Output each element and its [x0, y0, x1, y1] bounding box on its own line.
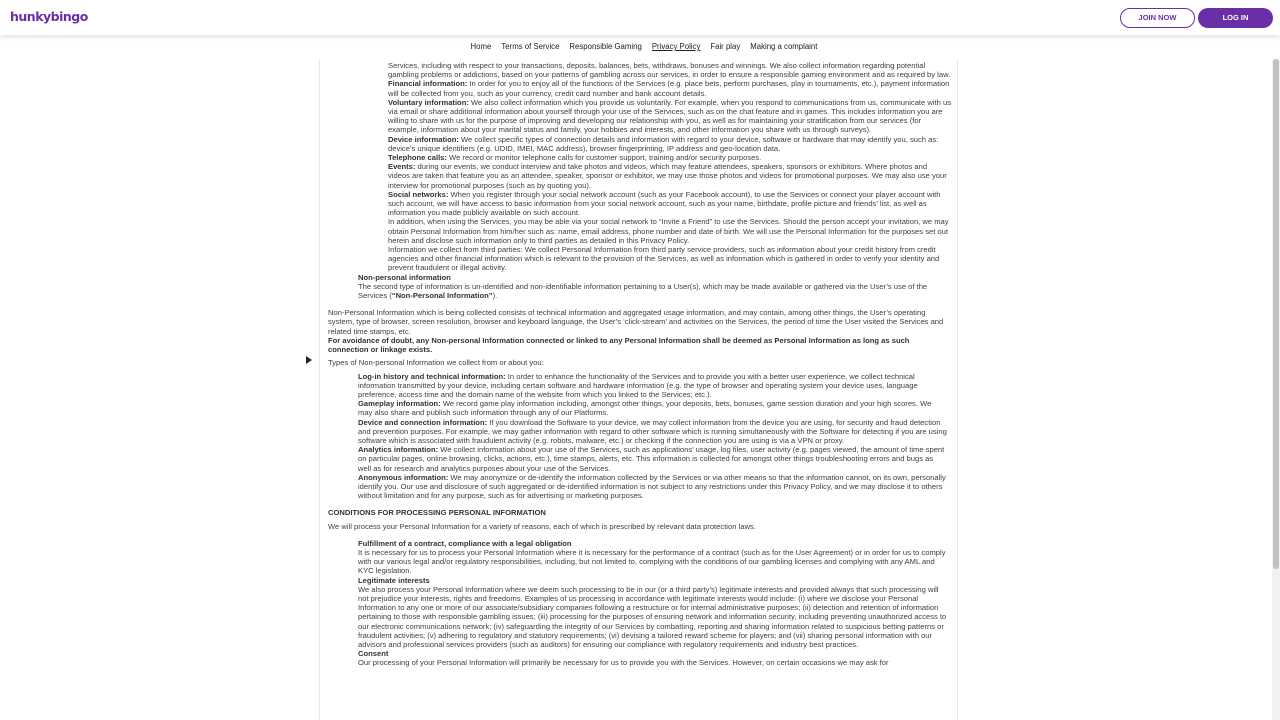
paragraph — [388, 153, 951, 162]
item-label: Analytics information: — [358, 445, 439, 455]
item-label: Gameplay information: — [358, 399, 441, 409]
nav-fair-play[interactable]: Fair play — [710, 42, 741, 51]
page-scrollbar[interactable] — [1272, 59, 1280, 720]
subsection-heading: Fulfillment of a contract, compliance with a legal obligation — [358, 538, 572, 548]
section-heading: Non-personal information — [358, 272, 451, 282]
footer-nav — [0, 35, 1280, 59]
paragraph — [358, 473, 947, 501]
item-label: Device information: — [388, 134, 459, 144]
paragraph — [388, 135, 951, 153]
item-text: The second type of information is un-identified and non-identifiable information pertaining to a User(s), which may be made available or gathered via the User’s use of the Services ( — [358, 281, 928, 301]
item-label: Telephone calls: — [388, 153, 447, 163]
section-heading: CONDITIONS FOR PROCESSING PERSONAL INFORMATION — [328, 508, 546, 518]
paragraph — [388, 98, 951, 135]
paragraph: Non-Personal Information which is being collected consists of technical information and aggregated usage information, and may contain, among other things, the User’s operating system, type of browser, screen resolution, browser and keyboard language, the User’s ‘click-stream’ and activities on the Services, the period of time the User visited the Services and related time stamps, etc. — [328, 308, 944, 336]
paragraph — [388, 162, 951, 190]
nav-terms-of-service[interactable]: Terms of Service — [501, 42, 560, 51]
paragraph — [358, 282, 947, 300]
paragraph — [358, 372, 947, 400]
item-text: In order for you to enjoy all of the functions of the Services (e.g. place bets, perform purchases, play in tournaments, etc.), payment information will be collected from you, such as your currency, credit card number and bank account details. — [388, 79, 950, 98]
item-text: When you register through your social network account (such as your Facebook account), to use the Services or connect your player account with such account, we will have access to basic information from your social network account, such as your name, birthdate, profile picture and friends’ list, as well as information you made publicly available on such account. — [388, 189, 941, 218]
paragraph — [388, 190, 951, 218]
paragraph: Our processing of your Personal Information will primarily be necessary for us to provide you with the Services. However, on certain occasions we may ask for — [358, 658, 889, 668]
item-label: Voluntary information: — [388, 97, 469, 107]
item-label: Device and connection information: — [358, 417, 488, 427]
site-header — [0, 0, 1280, 35]
item-label: Social networks: — [388, 189, 449, 199]
join-now-button[interactable]: JOIN NOW — [1120, 8, 1195, 28]
item-label: Anonymous information: — [358, 472, 449, 482]
privacy-policy-document — [320, 61, 958, 668]
brand-logo[interactable]: hunkybingo — [10, 9, 88, 24]
notice-paragraph: For avoidance of doubt, any Non-personal Information connected or linked to any Personal Information shall be deemed as Personal Information as long as such connection or linkage exists. — [328, 335, 910, 355]
scrollbar-thumb[interactable] — [1273, 59, 1279, 569]
item-text: We may anonymize or de-identify the information collected by the Services or via other means so that the information cannot, on its own, personally identify you. Our use and disclosure of such aggregated or de-identified information is not subject to any restrictions under this Privacy Policy, and we may disclose it to others without limitation and for any purpose, such as for advertising or marketing purposes. — [358, 472, 946, 501]
paragraph: In addition, when using the Services, you may be able via your social network to “Invite a Friend” to use the Services. Should the person accept your invitation, we may obtain Personal Information from him/her such as: name, email address, phone number and date of birth. We will use the Personal Information for the purposes set out herein and disclose such information only to third parties as detailed in this Privacy Policy. — [388, 217, 949, 245]
item-text: We collect information about your use of the Services, such as applications’ usage, log files, user activity (e.g. pages viewed, the amount of time spent on particular pages, online browsing, clicks, actions, etc.), time stamps, alerts, etc. This information is collected for amongst other things troubleshooting errors and bugs as well as for research and analytics purposes about your use of the Services. — [358, 445, 945, 473]
paragraph — [358, 418, 947, 446]
item-text: If you download the Software to your device, we may collect information from the device you are using, for security and fraud detection and prevention purposes. For example, we may gather information with regard to other software which is running simultaneously with the Software for detecting if you are using software which is associated with fraudulent activity (e.g. robots, malware, etc.) or checking if the connection you are using is via a VPN or proxy. — [358, 417, 947, 445]
nav-privacy-policy[interactable]: Privacy Policy — [651, 42, 701, 51]
item-text: We collect specific types of connection details and information with regard to your device, software or hardware that may identify you, such as: device’s unique identifiers (e.g. UDID, IMEI, MAC address), browser fingerprinting, IP address and geo-location data. — [388, 134, 939, 153]
paragraph — [358, 399, 947, 417]
nav-responsible-gaming[interactable]: Responsible Gaming — [569, 42, 642, 51]
item-text: We also collect information which you provide us voluntarily. For example, when you respond to communications from us, communicate with us via email or share additional information about yourself through your use of the Services, such as on the chat feature and in games. This includes information you are willing to share with us for the purpose of improving and developing our relationship with you, as well as for maintaining your stratification from our services (for example, information about your marital status and family, your hobbies and interests, and other information you share with us through surveys). — [388, 97, 951, 135]
item-label: Events: — [388, 162, 416, 172]
mouse-cursor-icon — [306, 356, 312, 364]
item-text: We record or monitor telephone calls for customer support, training and/or security purposes. — [446, 153, 762, 163]
item-text: We record game play information including, amongst other things, your deposits, bets, bonuses, game session duration and your high scores. We may also share and publish such information through any of our Platforms. — [358, 399, 932, 418]
paragraph: Services, including with respect to your transactions, deposits, balances, bets, withdraws, bonuses and winnings. We also collect information regarding potential gambling problems or addictions, based on your patterns of gambling across our services, in order to ensure a responsible gaming environment and as required by law. — [388, 61, 951, 80]
item-text: ). — [492, 291, 498, 301]
nav-making-a-complaint[interactable]: Making a complaint — [750, 42, 818, 51]
subsection-heading: Legitimate interests — [358, 575, 430, 585]
term-label: “Non-Personal Information” — [391, 291, 493, 301]
paragraph: It is necessary for us to process your Personal Information where it is necessary for the performance of a contract (such as for the User Agreement) or in order for us to comply with our various legal and/or regulatory responsibilities, including, but not limited to, complying with the conditions of our gambling licenses and complying with any AML and KYC legislation. — [358, 547, 946, 576]
paragraph: We also process your Personal Information where we deem such processing to be in our (or a third party’s) legitimate interests and provided always that such processing will not prejudice your interests, rights and freedoms. Examples of us processing in accordance with legitimate interests would include: (i) where we disclose your Personal Information to any one or more of our associate/subsidiary companies following a restructure or for internal administrative purposes; (ii) detection and retention of information pertaining to those with responsible gambling issues; (iii) processing for the purposes of ensuring network and information security, including preventing unauthorized access to our electronic communications network; (iv) safeguarding the integrity of our Services by combatting, reporting and sharing information related to suspicious betting patterns or fraudulent activities; (v) adhering to regulatory and statutory requirements; (vi) devising a tailored reward scheme for players; and (vii) sharing personal information with our advisors and professional services providers (such as auditors) for ensuring our compliance with regulatory requirements and industry best practices. — [358, 584, 947, 649]
item-text: during our events, we conduct interview and take photos and videos, which may feature attendees, speakers, sponsors or exhibitors. Where photos and videos are taken that feature you as an attendee, speaker, sponsor or exhibitor, we may use those photos and videos for promotional purposes. We may also use your interview for promotional purposes (such as by quoting you). — [388, 162, 947, 190]
paragraph — [358, 445, 947, 473]
subsection-heading: Consent — [358, 649, 389, 659]
nav-home[interactable]: Home — [470, 42, 492, 51]
paragraph — [388, 79, 951, 97]
policy-content[interactable] — [319, 59, 958, 720]
item-label: Financial information: — [388, 79, 468, 89]
paragraph: Information we collect from third parties: We collect Personal Information from third party service providers, such as information about your credit history from credit agencies and other financial information which is relevant to the provision of the Services, as well as information which is gathered in order to verify your identity and prevent fraudulent or illegal activity. — [388, 245, 940, 273]
item-text: In order to enhance the functionality of the Services and to provide you with a better user experience, we collect technical information transmitted by your device, including certain software and hardware information (e.g. the type of browser and operating system your device uses, language preference, access time and the domain name of the website from which you linked to the Services; etc.). — [358, 371, 918, 399]
item-label: Log-in history and technical information: — [358, 371, 506, 381]
paragraph: We will process your Personal Information for a variety of reasons, each of which is prescribed by relevant data protection laws. — [328, 521, 756, 531]
paragraph: Types of Non-personal Information we collect from or about you: — [328, 358, 544, 368]
log-in-button[interactable]: LOG IN — [1198, 8, 1273, 28]
